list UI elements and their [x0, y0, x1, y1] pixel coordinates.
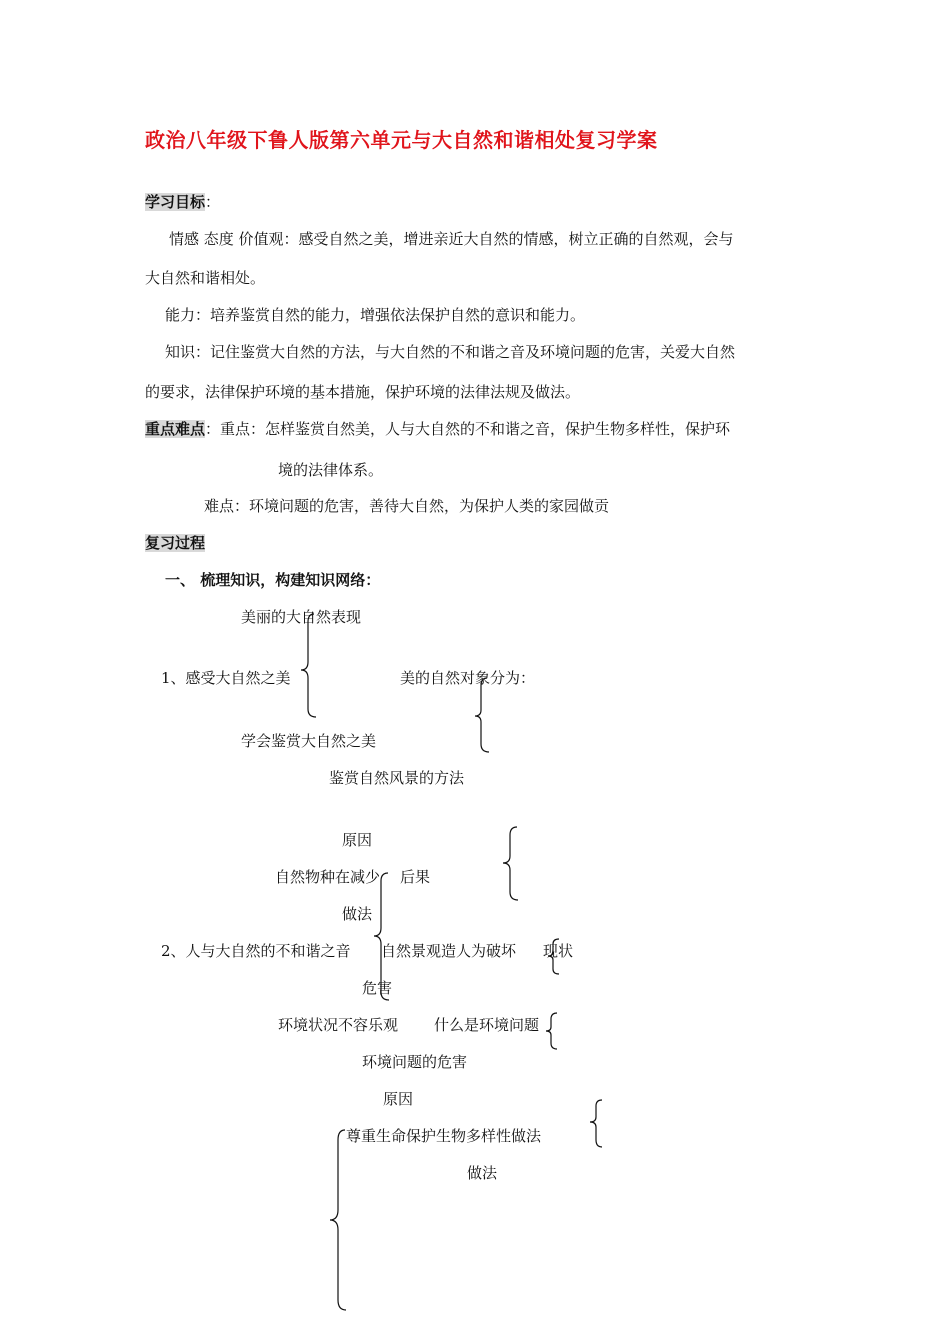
goal-knowledge-line1: 知识：记住鉴赏大自然的方法，与大自然的不和谐之音及环境问题的危害，关爱大自然 [165, 343, 736, 361]
tree1-root: 1、感受大自然之美 [161, 669, 291, 687]
tree2-env-harm: 环境问题的危害 [362, 1053, 468, 1071]
brace-tree2-consequence [503, 827, 518, 900]
goal-knowledge-line2: 的要求，法律保护环境的基本措施，保护环境的法律法规及做法。 [145, 383, 581, 401]
section1-heading: 一、 梳理知识，构建知识网络： [165, 571, 381, 589]
document-title: 政治八年级下鲁人版第六单元与大自然和谐相处复习学案 [145, 128, 658, 152]
goal-ability: 能力：培养鉴赏自然的能力，增强依法保护自然的意识和能力。 [165, 306, 586, 324]
tree2-reason2: 原因 [383, 1090, 414, 1108]
tree1-beauty-show: 美丽的大自然表现 [241, 608, 362, 626]
brace-tree2-problem [546, 1013, 557, 1049]
goals-heading-colon: ： [205, 193, 221, 211]
goals-heading: 学习目标 [145, 193, 206, 211]
tree2-reason: 原因 [342, 831, 373, 849]
brace-tree1-main [301, 614, 316, 717]
tree1-objects: 美的自然对象分为： [400, 669, 536, 687]
brace-tree2-main [374, 873, 389, 1000]
tree2-consequence: 后果 [400, 868, 431, 886]
brace-tree1-objects [475, 678, 489, 752]
key-points-heading: 重点难点 [145, 420, 206, 438]
tree2-practice2: 做法 [467, 1164, 498, 1182]
tree1-appreciate: 学会鉴赏大自然之美 [241, 732, 377, 750]
tree2-respect: 尊重生命保护生物多样性做法 [346, 1127, 542, 1145]
tree2-landscape: 自然景观造人为破坏 [381, 942, 517, 960]
brace-tree2-status [548, 939, 559, 974]
tree2-species: 自然物种在减少 [275, 868, 381, 886]
key-points-key: 重点：怎样鉴赏自然美，人与大自然的不和谐之音，保护生物多样性，保护环 [220, 420, 731, 438]
tree2-what-is: 什么是环境问题 [434, 1016, 540, 1034]
tree2-environment: 环境状况不容乐观 [278, 1016, 399, 1034]
goal-emotion-line1: 情感 态度 价值观：感受自然之美，增进亲近大自然的情感，树立正确的自然观，会与 [169, 230, 734, 248]
brace-tree2-respect [590, 1100, 602, 1147]
key-points-line2: 境的法律体系。 [278, 461, 384, 479]
tree2-practice: 做法 [342, 905, 373, 923]
tree2-harm: 危害 [362, 979, 393, 997]
brace-tree3-main [330, 1130, 346, 1310]
tree1-method: 鉴赏自然风景的方法 [329, 769, 465, 787]
process-heading: 复习过程 [145, 534, 206, 552]
difficult-points: 难点：环境问题的危害，善待大自然，为保护人类的家园做贡 [204, 497, 610, 515]
tree2-root: 2、人与大自然的不和谐之音 [161, 942, 351, 960]
key-points-colon: ： [205, 420, 221, 438]
goal-emotion-line2: 大自然和谐相处。 [145, 269, 266, 287]
tree2-status: 现状 [543, 942, 574, 960]
